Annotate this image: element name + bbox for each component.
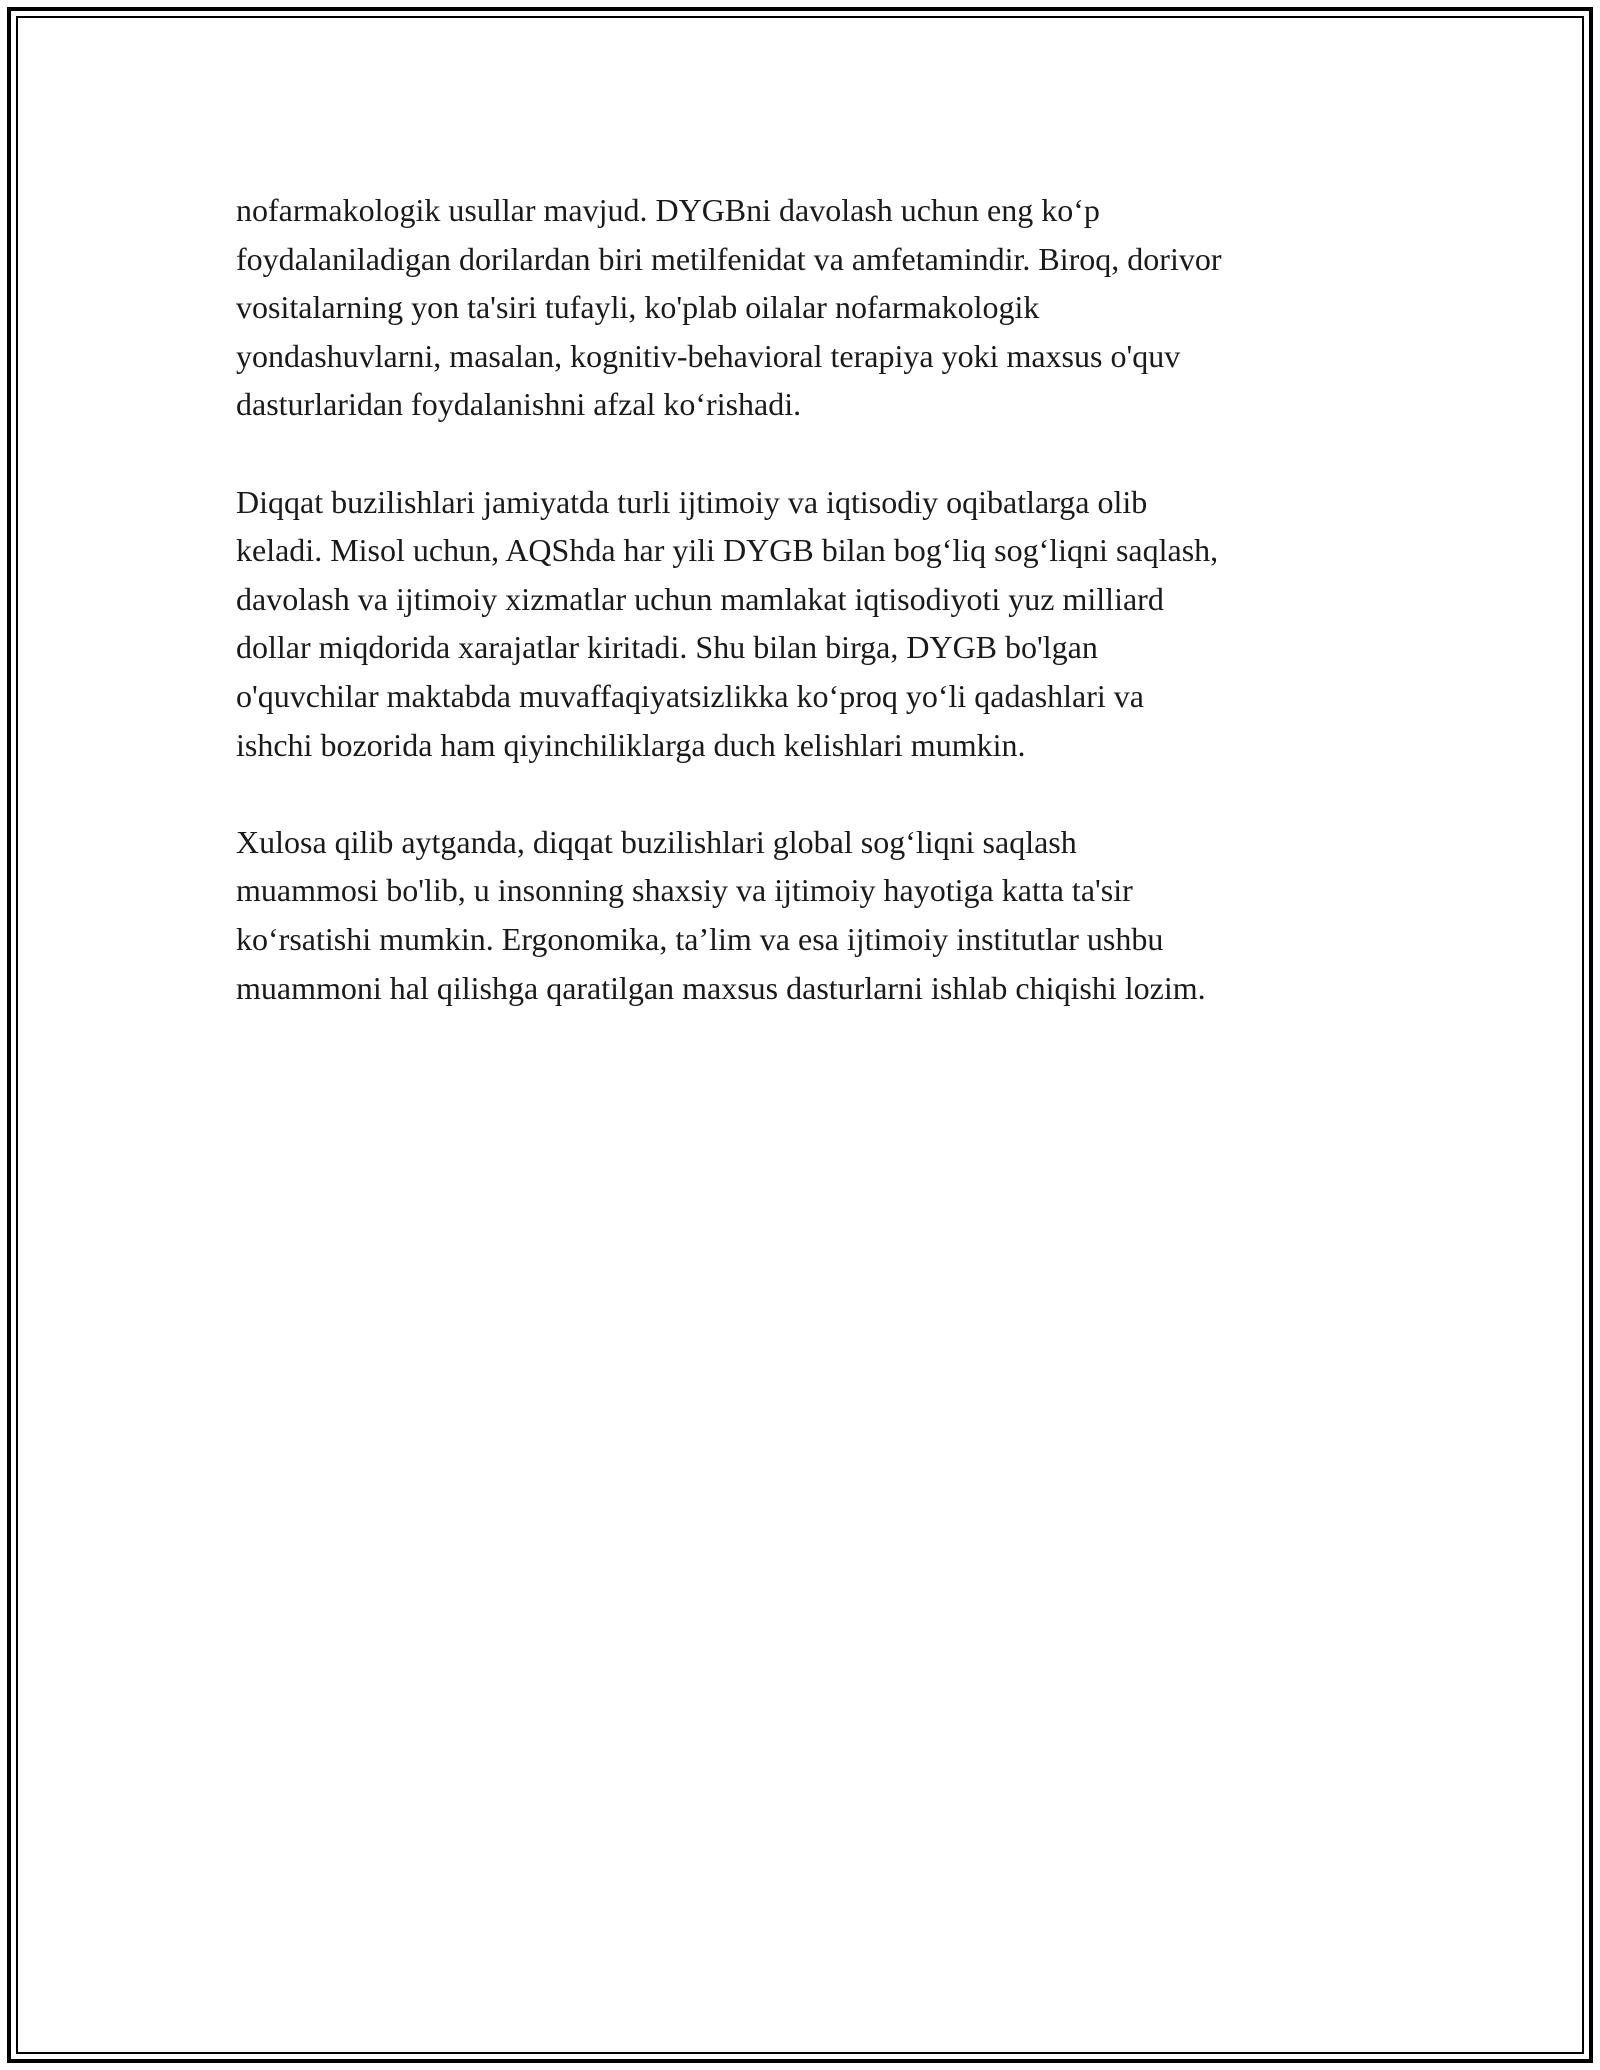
text-line: foydalaniladigan dorilardan biri metilfenidat va amfetamindir. Biroq, dorivor	[236, 240, 1222, 277]
text-line: muammosi bo'lib, u insonning shaxsiy va ijtimoiy hayotiga katta ta'sir	[236, 872, 1133, 909]
text-line: davolash va ijtimoiy xizmatlar uchun mamlakat iqtisodiyoti yuz milliard	[236, 580, 1164, 617]
text-line: dollar miqdorida xarajatlar kiritadi. Shu bilan birga, DYGB bo'lgan	[236, 629, 1098, 666]
paragraph-treatment	[236, 186, 1386, 429]
text-line: koʻrsatishi mumkin. Ergonomika, ta’lim va esa ijtimoiy institutlar ushbu	[236, 920, 1164, 957]
text-line: vositalarning yon ta'siri tufayli, ko'plab oilalar nofarmakologik	[236, 289, 1040, 326]
text-line: yondashuvlarni, masalan, kognitiv-behavioral terapiya yoki maxsus o'quv	[236, 337, 1181, 374]
paragraph-conclusion	[236, 818, 1386, 1012]
text-line: o'quvchilar maktabda muvaffaqiyatsizlikka koʻproq yoʻli qadashlari va	[236, 677, 1144, 714]
text-line: ishchi bozorida ham qiyinchiliklarga duch kelishlari mumkin.	[236, 726, 1026, 763]
text-line: Xulosa qilib aytganda, diqqat buzilishlari global sogʻliqni saqlash	[236, 823, 1077, 860]
text-line: Diqqat buzilishlari jamiyatda turli ijtimoiy va iqtisodiy oqibatlarga olib	[236, 483, 1148, 520]
text-line: muammoni hal qilishga qaratilgan maxsus dasturlarni ishlab chiqishi lozim.	[236, 969, 1206, 1006]
text-line: dasturlaridan foydalanishni afzal koʻrishadi.	[236, 386, 802, 423]
paragraph-consequences	[236, 478, 1386, 770]
text-line: nofarmakologik usullar mavjud. DYGBni davolash uchun eng koʻp	[236, 192, 1100, 228]
text-line: keladi. Misol uchun, AQShda har yili DYGB bilan bogʻliq sogʻliqni saqlash,	[236, 532, 1219, 569]
document-body	[236, 186, 1386, 1061]
